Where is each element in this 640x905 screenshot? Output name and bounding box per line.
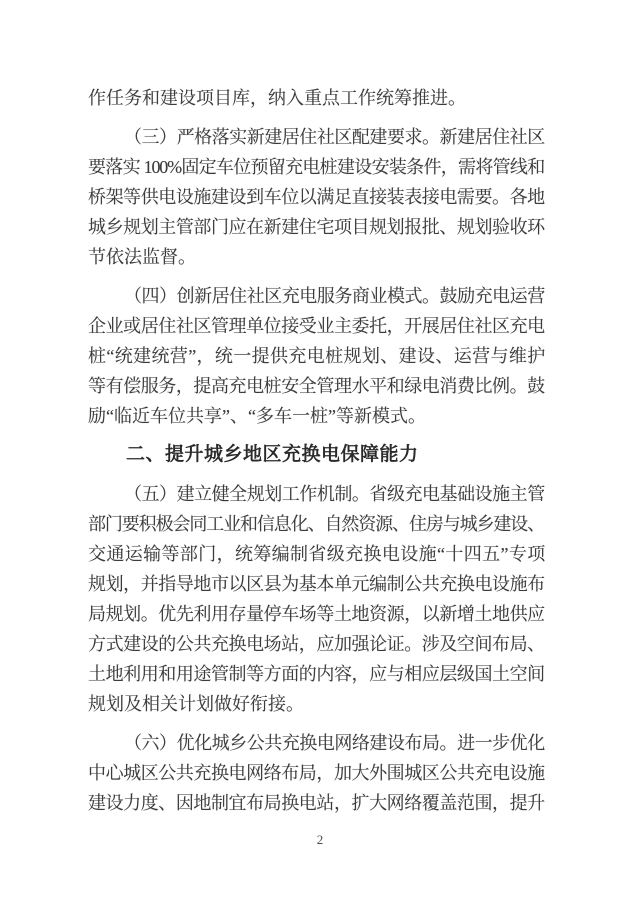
body-line: 局规划。优先利用存量停车场等土地资源，以新增土地供应 xyxy=(88,604,544,624)
page-number: 2 xyxy=(316,832,324,847)
body-line: 规划，并指导地市以区县为基本单元编制公共充换电设施布 xyxy=(88,574,544,594)
body-line: 桩“统建统营”，统一提供充电桩规划、建设、运营与维护 xyxy=(88,346,544,366)
body-line: 方式建设的公共充换电场站，应加强论证。涉及空间布局、 xyxy=(88,634,544,654)
paragraph-start-line: （五）建立健全规划工作机制。省级充电基础设施主管 xyxy=(124,484,544,504)
paragraph-start-line: （四）创新居住社区充电服务商业模式。鼓励充电运营 xyxy=(124,286,544,306)
paragraph-end-line: 规划及相关计划做好衔接。 xyxy=(88,694,304,714)
paragraph-end-line: 励“临近车位共享”、“多车一桩”等新模式。 xyxy=(88,406,426,426)
body-line: 城乡规划主管部门应在新建住宅项目规划报批、规划验收环 xyxy=(88,217,544,237)
body-line: 土地利用和用途管制等方面的内容，应与相应层级国土空间 xyxy=(88,664,544,684)
paragraph-end-line: 节依法监督。 xyxy=(88,247,196,267)
body-line: 企业或居住社区管理单位接受业主委托，开展居住社区充电 xyxy=(88,316,544,336)
section-heading: 二、提升城乡地区充换电保障能力 xyxy=(126,444,419,465)
paragraph-start-line: （三）严格落实新建居住社区配建要求。新建居住社区 xyxy=(124,127,544,147)
body-line: 部门要积极会同工业和信息化、自然资源、住房与城乡建设、 xyxy=(88,514,544,534)
body-line: 要落实 100%固定车位预留充电桩建设安装条件，需将管线和 xyxy=(88,157,544,177)
body-line: 桥架等供电设施建设到车位以满足直接装表接电需要。各地 xyxy=(88,187,544,207)
body-line: 交通运输等部门，统筹编制省级充换电设施“十四五”专项 xyxy=(88,544,544,564)
body-line: 建设力度、因地制宜布局换电站，扩大网络覆盖范围，提升 xyxy=(88,793,544,813)
text-block xyxy=(88,83,544,818)
paragraph-end-line: 作任务和建设项目库，纳入重点工作统筹推进。 xyxy=(88,88,466,108)
paragraph-start-line: （六）优化城乡公共充换电网络建设布局。进一步优化 xyxy=(124,733,544,753)
body-line: 等有偿服务，提高充电桩安全管理水平和绿电消费比例。鼓 xyxy=(88,376,544,396)
body-line: 中心城区公共充换电网络布局，加大外围城区公共充电设施 xyxy=(88,763,544,783)
